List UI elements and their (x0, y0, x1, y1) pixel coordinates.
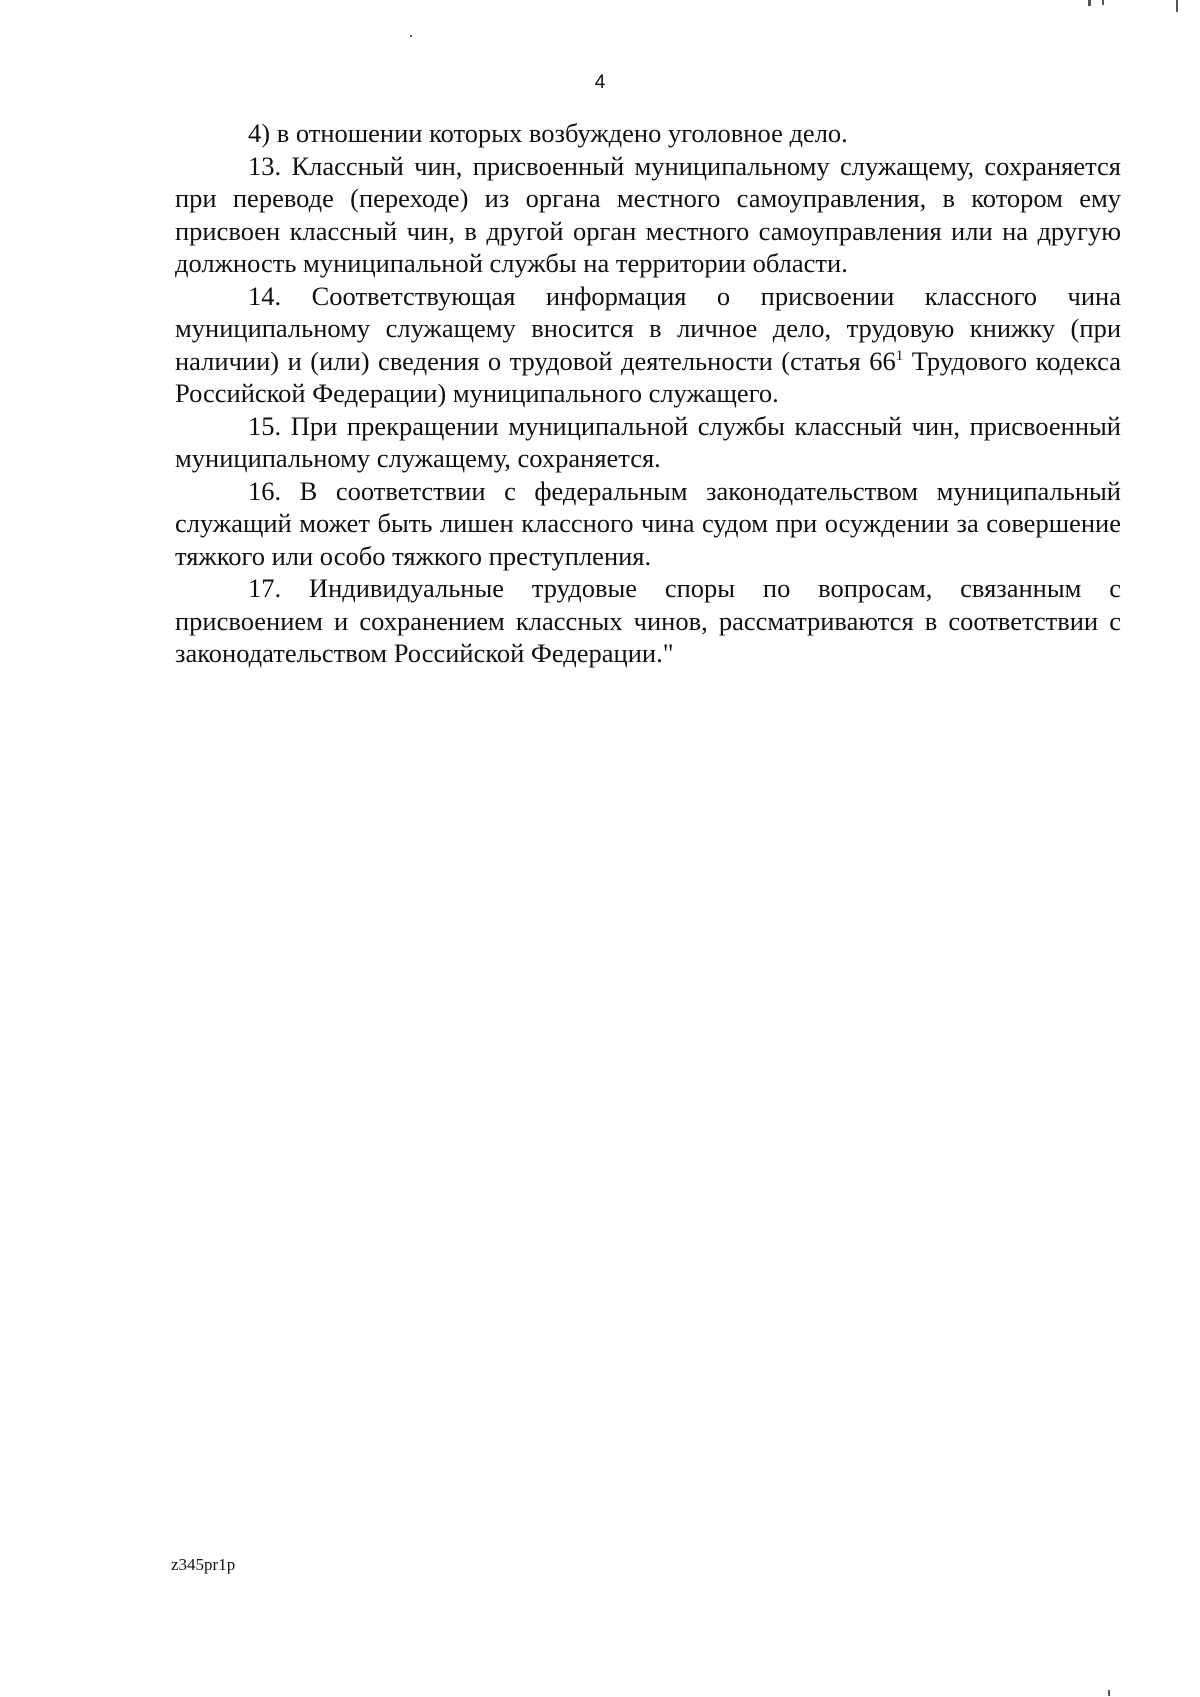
paragraph-14-text-after: Трудового кодекса Российской Федерации) муниципального служащего. (175, 345, 1121, 408)
paragraph-15: 15. При прекращении муниципальной службы классный чин, присвоенный муниципальному служащему, сохраняется. (175, 410, 1121, 473)
paragraph-17: 17. Индивидуальные трудовые споры по вопросам, связанным с присвоением и сохранением классных чинов, рассматриваются в соответствии с законодательством Российской Федерации." (175, 573, 1121, 668)
scan-artifact-top-edge (1176, 0, 1178, 12)
scan-artifact-bottom-right (1108, 1690, 1110, 1696)
scan-artifact-top-right-2 (1102, 0, 1104, 5)
page-number: 4 (594, 72, 606, 93)
superscript-marker: 1 (895, 347, 904, 364)
paragraph-14 (175, 280, 1121, 410)
paragraph-14-text-before: 14. Соответствующая информация о присвоении классного чина муниципальному служащему вносится в личное дело, трудовую книжку (при наличии) и (или) сведения о трудовой деятельности (статья 66 (175, 280, 1121, 376)
document-body (175, 117, 1121, 670)
paragraph-16: 16. В соответствии с федеральным законодательством муниципальный служащий может быть лишен классного чина судом при осуждении за совершение тяжкого или особо тяжкого преступления. (175, 475, 1121, 571)
scan-artifact-top-right (1088, 0, 1091, 6)
paragraph-13: 13. Классный чин, присвоенный муниципальному служащему, сохраняется при переводе (переходе) из органа местного самоуправления, в котором ему присвоен классный чин, в другой орган местного самоуправления или на другую должность муниципальной службы на территории области. (175, 150, 1121, 278)
paragraph-item-4: 4) в отношении которых возбуждено уголовное дело. (248, 118, 848, 148)
document-code: z345pr1p (171, 1555, 236, 1574)
scan-artifact-dot (410, 35, 412, 37)
